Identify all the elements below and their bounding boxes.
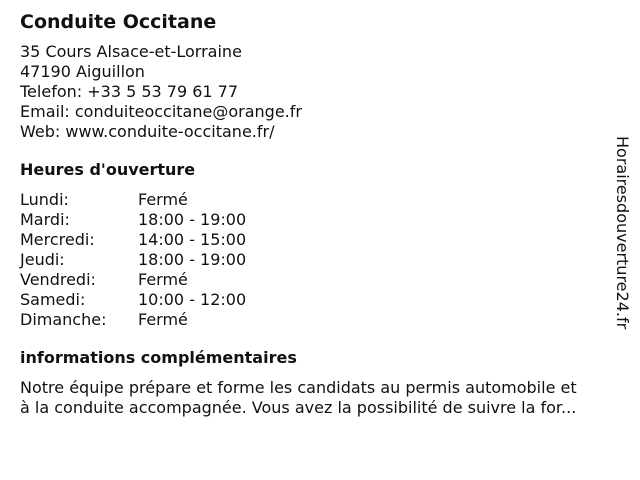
additional-info-line-2: à la conduite accompagnée. Vous avez la possibilité de suivre la for... — [20, 398, 577, 417]
time-value: 18:00 - 19:00 — [138, 210, 247, 229]
business-card — [20, 10, 630, 418]
address-city: 47190 Aiguillon — [20, 62, 145, 81]
day-label: Mercredi: — [20, 230, 95, 249]
hours-row-sunday — [20, 310, 630, 330]
time-value: 18:00 - 19:00 — [138, 250, 247, 269]
address-street: 35 Cours Alsace-et-Lorraine — [20, 42, 242, 61]
day-label: Mardi: — [20, 210, 70, 229]
day-label: Dimanche: — [20, 310, 107, 329]
time-value: Fermé — [138, 190, 188, 209]
hours-row-monday — [20, 190, 630, 210]
web-line: Web: www.conduite-occitane.fr/ — [20, 122, 275, 141]
phone-line: Telefon: +33 5 53 79 61 77 — [20, 82, 239, 101]
hours-row-friday — [20, 270, 630, 290]
time-value: Fermé — [138, 310, 188, 329]
time-value: Fermé — [138, 270, 188, 289]
hours-row-tuesday — [20, 210, 630, 230]
day-label: Vendredi: — [20, 270, 96, 289]
time-value: 14:00 - 15:00 — [138, 230, 247, 249]
opening-hours-heading: Heures d'ouverture — [20, 160, 196, 179]
site-watermark: Horairesdouverture24.fr — [613, 136, 632, 330]
hours-row-wednesday — [20, 230, 630, 250]
additional-info-line-1: Notre équipe prépare et forme les candidats au permis automobile et — [20, 378, 577, 397]
email-line: Email: conduiteoccitane@orange.fr — [20, 102, 302, 121]
hours-row-saturday — [20, 290, 630, 310]
additional-info-heading: informations complémentaires — [20, 348, 297, 367]
business-name: Conduite Occitane — [20, 11, 217, 33]
day-label: Jeudi: — [20, 250, 65, 269]
day-label: Lundi: — [20, 190, 69, 209]
time-value: 10:00 - 12:00 — [138, 290, 247, 309]
hours-row-thursday — [20, 250, 630, 270]
day-label: Samedi: — [20, 290, 86, 309]
